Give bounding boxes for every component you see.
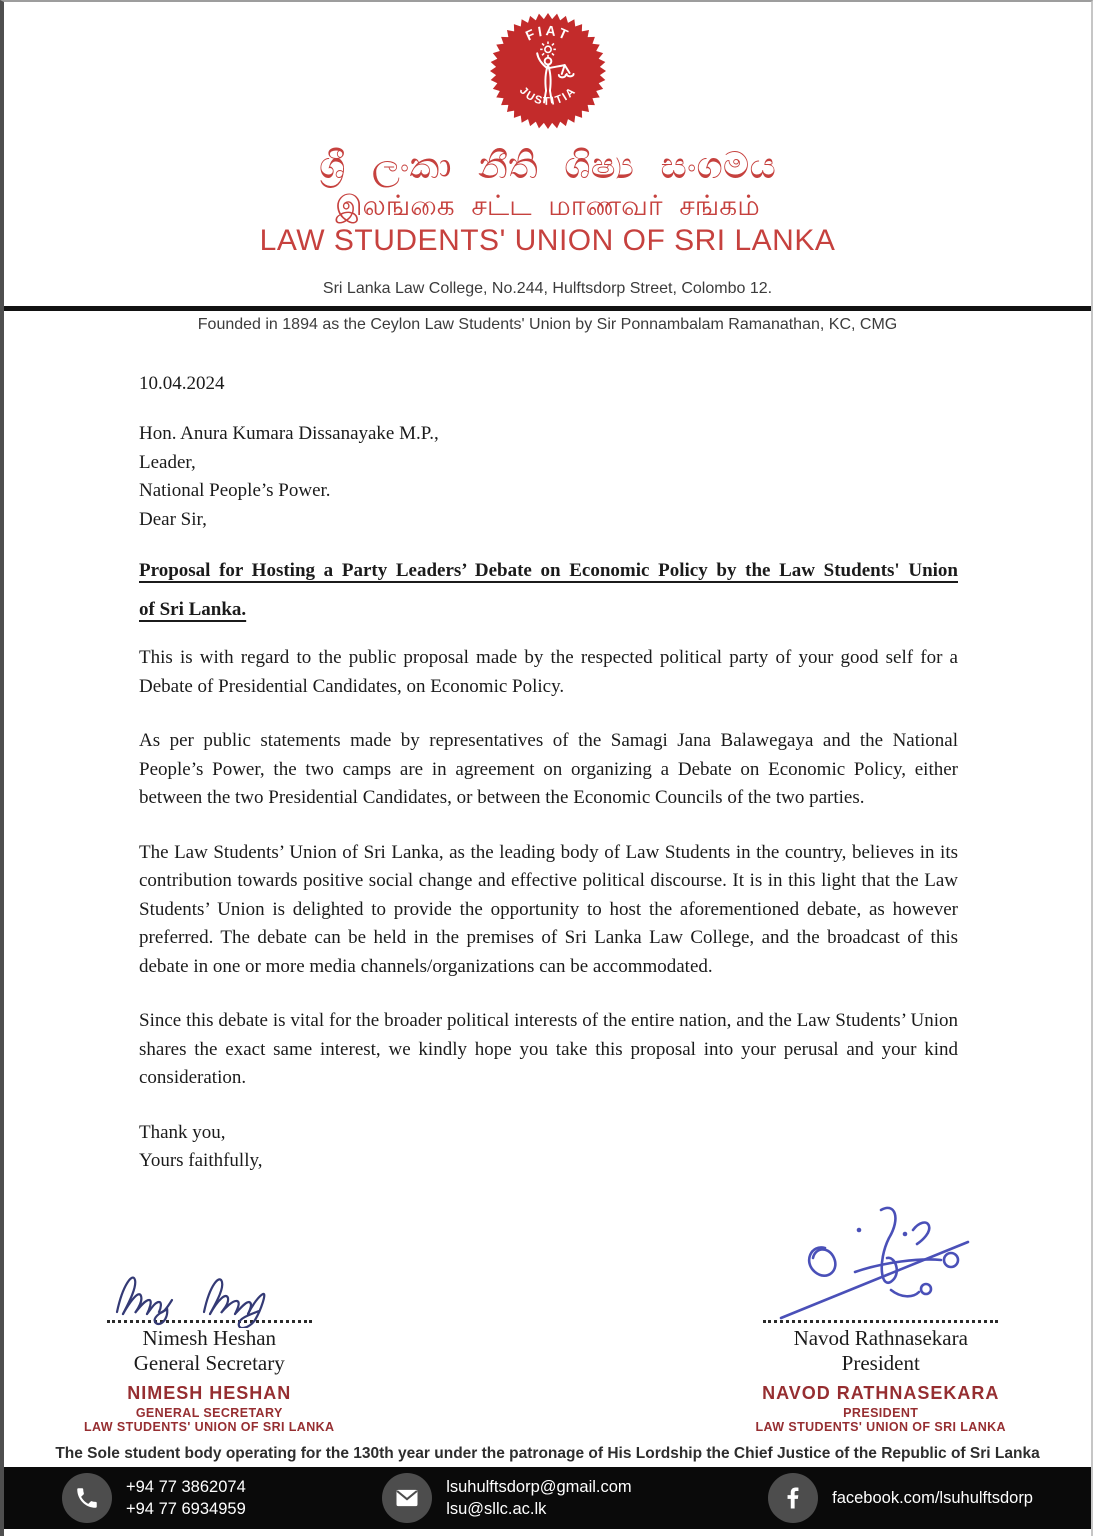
general-secretary-signature	[109, 1266, 309, 1328]
phone-number: +94 77 3862074	[126, 1477, 246, 1496]
signer-name: Navod Rathnasekara	[793, 1326, 968, 1350]
signature-dotted-line	[107, 1320, 312, 1323]
stamp-name: NIMESH HESHAN	[127, 1383, 292, 1403]
subject-heading	[139, 552, 958, 630]
stamp-organization: LAW STUDENTS' UNION OF SRI LANKA	[755, 1420, 1006, 1434]
signature-block-president	[756, 1200, 1007, 1434]
footer-contact-bar	[4, 1467, 1091, 1529]
signature-row	[4, 1200, 1091, 1434]
letter-body	[4, 370, 1091, 1176]
footer-tagline: The Sole student body operating for the 130th year under the patronage of His Lordship the Chief Justice of the Republic of Sri Lanka	[55, 1445, 1040, 1462]
salutation: Dear Sir,	[139, 508, 207, 530]
fiat-justitia-seal-icon	[489, 12, 607, 130]
signer-title: President	[841, 1351, 920, 1375]
closing-block	[139, 1119, 958, 1176]
email-contact	[382, 1473, 632, 1523]
org-name-sinhala: ශ්‍රී ලංකා නීති ශිෂ්‍ය සංගමය	[318, 145, 777, 186]
recipient-block	[139, 420, 958, 534]
email-address: lsu@sllc.ac.lk	[446, 1500, 547, 1518]
paragraph: The Law Students’ Union of Sri Lanka, as the leading body of Law Students in the country, believes in its contribution towards positive social change and effective political discourse. It is in this light that the Law Students’ Union is delighted to provide the opportunity to host the aforementioned debate, as however preferred. The debate can be held in the premises of Sri Lanka Law College, and the broadcast of this debate in one or more media channels/organizations can be accommodated.	[139, 841, 958, 977]
signature-block-general-secretary	[84, 1266, 335, 1434]
paragraph: Since this debate is vital for the broader political interests of the entire nation, and the Law Students’ Union shares the exact same interest, we kindly hope you take this proposal into your perusal and your kind consideration.	[139, 1010, 958, 1089]
paragraph: As per public statements made by representatives of the Samagi Jana Balawegaya and the National People’s Power, the two camps are in agreement on organizing a Debate on Economic Policy, either between the two Presidential Candidates, or between the Economic Councils of the two parties.	[139, 730, 958, 809]
subject-line-1: Proposal for Hosting a Party Leaders’ Debate on Economic Policy by the Law Students' Union	[139, 560, 958, 582]
letter-date: 10.04.2024	[139, 372, 225, 394]
letterhead	[4, 12, 1091, 336]
stamp-organization: LAW STUDENTS' UNION OF SRI LANKA	[84, 1420, 335, 1434]
header-divider	[4, 306, 1091, 311]
stamp-title: GENERAL SECRETARY	[135, 1406, 283, 1420]
org-name-tamil: இலங்கை சட்ட மாணவர் சங்கம்	[335, 190, 760, 222]
signer-name: Nimesh Heshan	[142, 1326, 277, 1350]
phone-contact	[62, 1473, 246, 1523]
phone-number: +94 77 6934959	[126, 1500, 246, 1518]
email-icon	[382, 1473, 432, 1523]
signature-dotted-line	[763, 1320, 998, 1323]
signer-title: General Secretary	[133, 1351, 285, 1375]
org-name-english: LAW STUDENTS' UNION OF SRI LANKA	[259, 224, 836, 258]
facebook-url: facebook.com/lsuhulftsdorp	[832, 1488, 1033, 1507]
founded-line: Founded in 1894 as the Ceylon Law Students' Union by Sir Ponnambalam Ramanathan, KC, CMG	[197, 316, 898, 334]
recipient-line: National People’s Power.	[139, 480, 331, 502]
recipient-line: Leader,	[139, 451, 196, 473]
closing-faithfully: Yours faithfully,	[139, 1150, 263, 1172]
seal-bottom-text: JUSTITIA	[516, 84, 579, 108]
president-signature	[763, 1200, 998, 1328]
seal-top-text: FIAT	[522, 23, 573, 44]
facebook-contact	[768, 1473, 1033, 1523]
stamp-title: PRESIDENT	[843, 1406, 919, 1420]
stamp-name: NAVOD RATHNASEKARA	[762, 1383, 1000, 1403]
college-address: Sri Lanka Law College, No.244, Hulftsdorp Street, Colombo 12.	[322, 280, 773, 298]
facebook-icon	[768, 1473, 818, 1523]
paragraph: This is with regard to the public proposal made by the respected political party of your good self for a Debate of Presidential Candidates, on Economic Policy.	[139, 647, 958, 697]
phone-icon	[62, 1473, 112, 1523]
closing-thanks: Thank you,	[139, 1121, 226, 1143]
recipient-line: Hon. Anura Kumara Dissanayake M.P.,	[139, 423, 439, 445]
subject-line-2: of Sri Lanka.	[139, 599, 247, 621]
email-address: lsuhulftsdorp@gmail.com	[446, 1477, 632, 1496]
